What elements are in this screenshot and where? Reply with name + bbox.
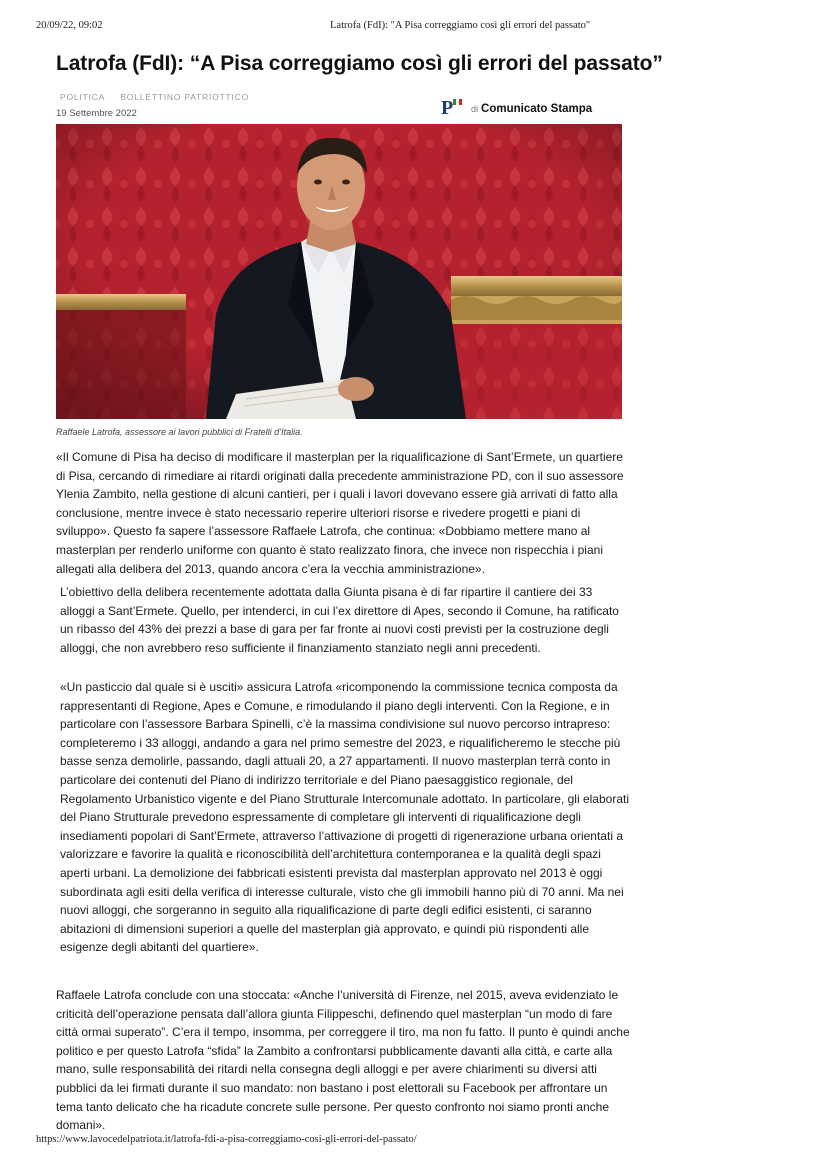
article-paragraph-1: «Il Comune di Pisa ha deciso di modificare il masterplan per la riqualificazione di Sant’Ermete, un quartiere di Pisa, cercando di rimediare ai ritardi originati dalla precedente amministrazione PD, con il suo assessore Ylenia Zambito, nella gestione di alcuni cantieri, per i quali i lavori dovevano essere già arrivati di fatto alla conclusione, mentre invece è stato necessario reperire ulteriori risorse e rivedere progetti e piani di sviluppo». Questo fa sapere l’assessore Raffaele Latrofa, che continua: «Dobbiamo mettere mano al masterplan per renderlo uniforme con quanto è stato realizzato finora, che invece non rispecchia i piani allegati alla delibera del 2013, quando ancora c’era la vecchia amministrazione».: [56, 450, 624, 576]
category-link-bollettino[interactable]: BOLLETTINO PATRIOTTICO: [120, 92, 250, 102]
article-paragraph-2: L’obiettivo della delibera recentemente adottata dalla Giunta pisana è di far ripartire il cantiere dei 33 alloggi a Sant’Ermete. Quello, per intenderci, in cui l’ex direttore di Apes, secondo il Comune, ha ratificato un ribasso del 43% dei prezzi a base di gara per far fronte ai nuovi costi previsti per la costruzione degli alloggi, che non avrebbero reso sufficiente il finanziamento stanziato negli anni precedenti.: [60, 585, 619, 655]
article-headline: Latrofa (FdI): “A Pisa correggiamo così gli errori del passato”: [56, 52, 663, 75]
print-datetime: 20/09/22, 09:02: [36, 20, 103, 31]
author-prefix: di: [471, 104, 479, 114]
publish-date: 19 Settembre 2022: [56, 108, 137, 119]
category-link-politica[interactable]: POLITICA: [60, 92, 106, 102]
article-paragraph-3: «Un pasticcio dal quale si è usciti» assicura Latrofa «ricomponendo la commissione tecnica composta da rappresentanti di Regione, Apes e Comune, e rimodulando il piano degli interventi. Con la Regione, e in particolare con l’assessore Barbara Spinelli, c’è la massima condivisione sul nuovo percorso intrapreso: completeremo i 33 alloggi, andando a gara nel primo semestre del 2023, e riqualificheremo le stecche più basse senza demolirle, passando, dagli attuali 20, a 27 appartamenti. Il nuovo masterplan terrà conto in particolare dei contenuti del Piano di indirizzo territoriale e del Piano paesaggistico regionale, del Regolamento Urbanistico vigente e del Piano Strutturale Intercomunale adottato. In particolare, gli elaborati del Piano Strutturale prevedono espressamente di completare gli interventi di riqualificazione degli insediamenti popolari di Sant’Ermete, attraverso l’attivazione di progetti di rigenerazione urbana orientati a valorizzare e favorire la qualità e riconoscibilità dell’architettura contemporanea e la qualità degli spazi aperti urbani. La demolizione dei fabbricati esistenti prevista dal masterplan approvato nel 2013 è oggi subordinata agli esiti della verifica di interesse culturale, visto che gli immobili hanno più di 70 anni. Ma nei nuovi alloggi, che sorgeranno in seguito alla riqualificazione di parte degli edifici esistenti, ci saranno abitazioni di dimensioni superiori a quelle del masterplan già approvato, e quindi più rispondenti alle esigenze degli abitanti del quartiere».: [60, 680, 629, 955]
author-link[interactable]: Comunicato Stampa: [481, 103, 593, 115]
print-page-title: Latrofa (FdI): "A Pisa correggiamo così gli errori del passato": [330, 20, 591, 31]
category-list: [60, 92, 261, 102]
photo-caption: Raffaele Latrofa, assessore ai lavori pubblici di Fratelli d’Italia.: [56, 427, 303, 437]
print-header: [36, 20, 790, 34]
patriota-logo-icon: P: [441, 98, 463, 120]
article-photo: [56, 124, 622, 419]
article-paragraph-4: Raffaele Latrofa conclude con una stoccata: «Anche l’università di Firenze, nel 2015, aveva evidenziato le criticità dell’operazione pensata dall’allora giunta Filippeschi, definendo quel masterplan “un modo di fare città ormai superato”. C’era il tempo, insomma, per correggere il tiro, ma non fu fatto. Il punto è quindi anche politico e per questo Latrofa “sfida” la Zambito a confrontarsi pubblicamente davanti alla città, e carte alla mano, sulle responsabilità dei ritardi nella consegna degli alloggi e per avere chiarimenti su diversi atti pubblici da lei firmati durante il suo mandato: non bastano i post elettorali su Facebook per affrontare un tema tanto delicato che ha ricadute concrete sulle persone. Per questo confronto noi siamo pronti anche domani».: [56, 988, 630, 1133]
print-footer-url: https://www.lavocedelpatriota.it/latrofa-fdi-a-pisa-correggiamo-cosi-gli-errori-del-passato/: [36, 1134, 417, 1145]
author-byline: [441, 98, 592, 120]
